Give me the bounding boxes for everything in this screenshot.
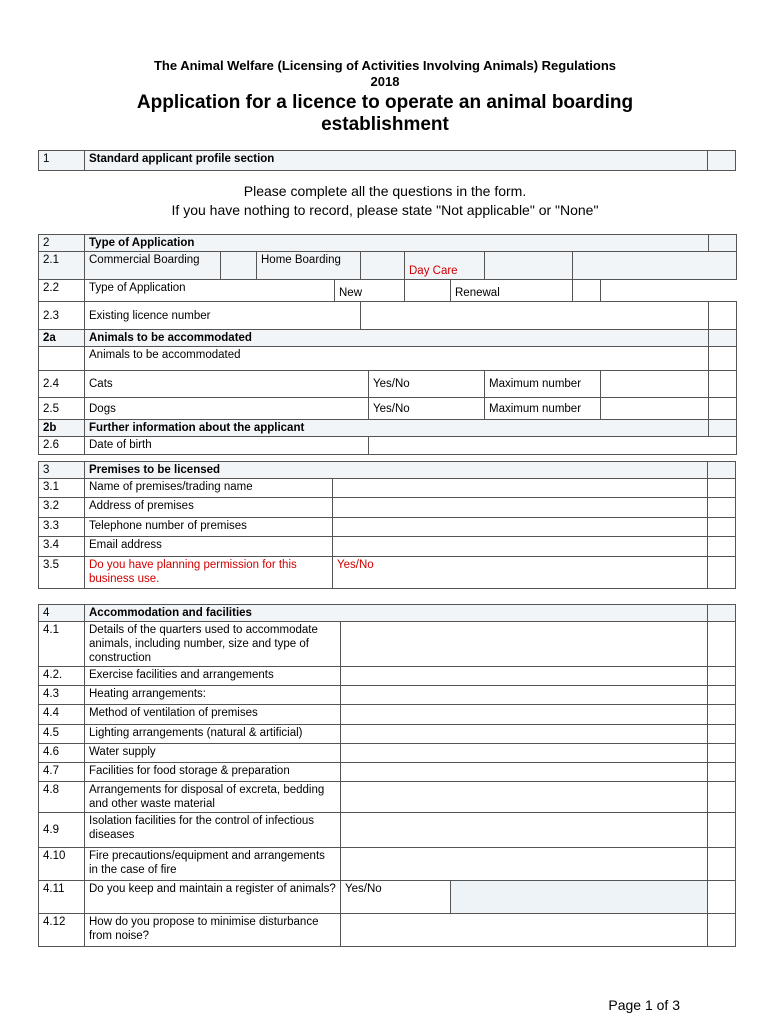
row-4-3-label: Heating arrangements:: [85, 686, 341, 705]
row-2-6-number: 2.6: [39, 437, 85, 455]
section-4-margin: [708, 605, 736, 622]
exercise-facilities-input[interactable]: [341, 667, 708, 686]
row-2-3-label: Existing licence number: [85, 302, 361, 330]
section-3-number: 3: [39, 462, 85, 479]
heating-arrangements-input[interactable]: [341, 686, 708, 705]
page-title: [0, 92, 770, 136]
section-3-margin: [708, 462, 736, 479]
row-4-8-margin: [708, 782, 736, 813]
row-4-10-number: 4.10: [39, 848, 85, 881]
section-2a-margin: [709, 330, 737, 347]
row-4-1-number: 4.1: [39, 622, 85, 667]
renewal-label: Renewal: [451, 280, 573, 302]
section-3-title: Premises to be licensed: [85, 462, 708, 479]
row-3-4-number: 3.4: [39, 537, 85, 557]
row-4-12-margin: [708, 914, 736, 947]
section-2-margin: [709, 235, 737, 252]
section-2-title: Type of Application: [85, 235, 709, 252]
row-4-6-label: Water supply: [85, 744, 341, 763]
register-of-animals-label: Do you keep and maintain a register of animals?: [85, 881, 341, 914]
cats-maximum-input[interactable]: [601, 371, 709, 398]
email-address-input[interactable]: [333, 537, 708, 557]
row-4-6-margin: [708, 744, 736, 763]
row-2-2-space: [601, 280, 709, 302]
row-3-1-margin: [708, 479, 736, 498]
row-3-3-margin: [708, 518, 736, 537]
premises-name-input[interactable]: [333, 479, 708, 498]
premises-address-input[interactable]: [333, 498, 708, 518]
row-3-5-number: 3.5: [39, 557, 85, 589]
quarters-details-input[interactable]: [341, 622, 708, 667]
date-of-birth-label: Date of birth: [85, 437, 369, 455]
row-4-9-margin: [708, 813, 736, 848]
row-2-4-margin: [709, 371, 737, 398]
row-4-4-number: 4.4: [39, 705, 85, 725]
instructions-line-2: If you have nothing to record, please state "Not applicable" or "None": [171, 202, 599, 218]
register-yes-no[interactable]: Yes/No: [341, 881, 451, 914]
new-checkbox[interactable]: [405, 280, 451, 302]
row-2-1-number: 2.1: [39, 252, 85, 280]
row-2-5-number: 2.5: [39, 398, 85, 420]
row-2a-margin: [709, 347, 737, 371]
row-2-3-number: 2.3: [39, 302, 85, 330]
row-4-10-margin: [708, 848, 736, 881]
row-4-3-margin: [708, 686, 736, 705]
noise-disturbance-input[interactable]: [341, 914, 708, 947]
row-3-5-margin: [708, 557, 736, 589]
row-2-5-margin: [709, 398, 737, 420]
row-4-3-number: 4.3: [39, 686, 85, 705]
row-3-2-margin: [708, 498, 736, 518]
row-4-11-margin: [708, 881, 736, 914]
animals-accommodated-label: Animals to be accommodated: [85, 347, 709, 371]
section-4-number: 4: [39, 605, 85, 622]
row-4-7-label: Facilities for food storage & preparation: [85, 763, 341, 782]
new-label: New: [335, 280, 405, 302]
row-4-2-label: Exercise facilities and arrangements: [85, 667, 341, 686]
food-storage-input[interactable]: [341, 763, 708, 782]
dogs-maximum-input[interactable]: [601, 398, 709, 420]
day-care-label: Day Care: [405, 252, 485, 280]
page-number: Page 1 of 3: [608, 997, 680, 1013]
row-2-2-number: 2.2: [39, 280, 85, 302]
instructions: [0, 182, 770, 220]
noise-disturbance-label: How do you propose to minimise disturbance from noise?: [85, 914, 341, 947]
regulation-line-1: The Animal Welfare (Licensing of Activities Involving Animals) Regulations: [153, 58, 617, 73]
cats-maximum-label: Maximum number: [485, 371, 601, 398]
fire-precautions-input[interactable]: [341, 848, 708, 881]
row-3-3-number: 3.3: [39, 518, 85, 537]
row-4-9-label: Isolation facilities for the control of infectious diseases: [85, 813, 341, 848]
row-4-12-number: 4.12: [39, 914, 85, 947]
row-4-5-number: 4.5: [39, 725, 85, 744]
section-1-table: [38, 150, 736, 171]
row-2-1-blank: [573, 252, 737, 280]
section-2b-number: 2b: [39, 420, 85, 437]
section-2b-margin: [709, 420, 737, 437]
row-4-4-margin: [708, 705, 736, 725]
row-4-5-margin: [708, 725, 736, 744]
row-2a-number-blank: [39, 347, 85, 371]
row-4-7-number: 4.7: [39, 763, 85, 782]
row-2-2-margin: [709, 280, 737, 302]
row-4-9-number: 4.9: [39, 813, 85, 848]
commercial-boarding-label: Commercial Boarding: [85, 252, 221, 280]
dogs-maximum-label: Maximum number: [485, 398, 601, 420]
row-4-5-label: Lighting arrangements (natural & artificial): [85, 725, 341, 744]
page-title-line-2: establishment: [321, 114, 449, 135]
planning-permission-yes-no[interactable]: Yes/No: [333, 557, 708, 589]
section-2b-title: Further information about the applicant: [85, 420, 709, 437]
row-3-3-label: Telephone number of premises: [85, 518, 333, 537]
water-supply-input[interactable]: [341, 744, 708, 763]
section-4-title: Accommodation and facilities: [85, 605, 708, 622]
row-3-2-number: 3.2: [39, 498, 85, 518]
section-2-table: [38, 234, 737, 455]
row-3-1-label: Name of premises/trading name: [85, 479, 333, 498]
row-2-3-margin: [709, 302, 737, 330]
lighting-arrangements-input[interactable]: [341, 725, 708, 744]
ventilation-input[interactable]: [341, 705, 708, 725]
row-4-8-number: 4.8: [39, 782, 85, 813]
row-4-2-number: 4.2.: [39, 667, 85, 686]
section-3-table: [38, 461, 736, 589]
row-2-4-number: 2.4: [39, 371, 85, 398]
row-4-6-number: 4.6: [39, 744, 85, 763]
row-3-1-number: 3.1: [39, 479, 85, 498]
row-3-4-margin: [708, 537, 736, 557]
row-4-2-margin: [708, 667, 736, 686]
cats-yes-no[interactable]: Yes/No: [369, 371, 485, 398]
commercial-boarding-checkbox[interactable]: [221, 252, 257, 280]
row-4-4-label: Method of ventilation of premises: [85, 705, 341, 725]
regulation-line-2: 2018: [370, 74, 400, 89]
renewal-checkbox[interactable]: [573, 280, 601, 302]
row-4-7-margin: [708, 763, 736, 782]
section-2a-title: Animals to be accommodated: [85, 330, 709, 347]
row-4-8-label: Arrangements for disposal of excreta, bedding and other waste material: [85, 782, 341, 813]
section-2a-number: 2a: [39, 330, 85, 347]
section-2-number: 2: [39, 235, 85, 252]
section-1-checkbox[interactable]: [708, 151, 736, 171]
row-4-1-label: Details of the quarters used to accommodate animals, including number, size and type of construction: [85, 622, 341, 667]
section-1-number: 1: [39, 151, 85, 171]
instructions-line-1: Please complete all the questions in the form.: [243, 183, 527, 199]
cats-label: Cats: [85, 371, 369, 398]
row-3-2-label: Address of premises: [85, 498, 333, 518]
page-title-line-1: Application for a licence to operate an animal boarding: [136, 92, 634, 113]
date-of-birth-input[interactable]: [369, 437, 737, 455]
row-2-2-label: Type of Application: [85, 280, 335, 302]
row-4-10-label: Fire precautions/equipment and arrangements in the case of fire: [85, 848, 341, 881]
dogs-yes-no[interactable]: Yes/No: [369, 398, 485, 420]
home-boarding-label: Home Boarding: [257, 252, 361, 280]
dogs-label: Dogs: [85, 398, 369, 420]
register-details-input[interactable]: [451, 881, 708, 914]
home-boarding-checkbox[interactable]: [361, 252, 405, 280]
waste-disposal-input[interactable]: [341, 782, 708, 813]
row-4-1-margin: [708, 622, 736, 667]
premises-telephone-input[interactable]: [333, 518, 708, 537]
row-3-4-label: Email address: [85, 537, 333, 557]
isolation-facilities-input[interactable]: [341, 813, 708, 848]
existing-licence-number-input[interactable]: [361, 302, 709, 330]
row-4-11-number: 4.11: [39, 881, 85, 914]
section-1-title: Standard applicant profile section: [85, 151, 708, 171]
regulation-title: [0, 58, 770, 90]
day-care-checkbox[interactable]: [485, 252, 573, 280]
section-4-table: [38, 604, 736, 947]
planning-permission-label: Do you have planning permission for this business use.: [85, 557, 333, 589]
